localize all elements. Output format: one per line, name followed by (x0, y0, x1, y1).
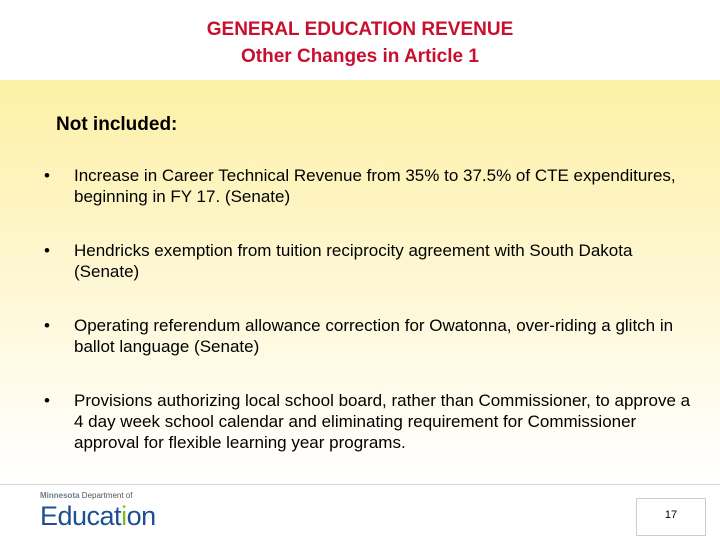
logo-department-text: Minnesota Department of (40, 491, 133, 500)
bullet-text: Hendricks exemption from tuition reciprocity agreement with South Dakota (Senate) (74, 241, 633, 281)
bullet-item (44, 315, 694, 357)
slide-title (0, 16, 720, 70)
subheading: Not included: (56, 114, 178, 135)
bullet-item (44, 240, 694, 282)
mde-logo (40, 491, 190, 533)
bullet-item (44, 390, 694, 453)
page-number: 17 (664, 509, 678, 521)
page-number-box (636, 498, 706, 536)
bullet-text: Increase in Career Technical Revenue from 35% to 37.5% of CTE expenditures, beginning in FY 17. (Senate) (74, 166, 676, 206)
logo-education-text: Education (40, 501, 156, 531)
bullet-list (44, 165, 694, 486)
bullet-icon: • (44, 391, 50, 410)
bullet-icon: • (44, 316, 50, 335)
bullet-text: Operating referendum allowance correction for Owatonna, over-riding a glitch in ballot language (Senate) (74, 316, 674, 356)
bullet-text: Provisions authorizing local school board, rather than Commissioner, to approve a 4 day week school calendar and eliminating requirement for Commissioner approval for flexible learning year programs. (74, 391, 691, 452)
bullet-icon: • (44, 166, 50, 185)
bullet-icon: • (44, 241, 50, 260)
bullet-item (44, 165, 694, 207)
footer-divider (0, 484, 720, 485)
title-line-2: Other Changes in Article 1 (241, 46, 479, 67)
title-line-1: GENERAL EDUCATION REVENUE (206, 19, 514, 40)
